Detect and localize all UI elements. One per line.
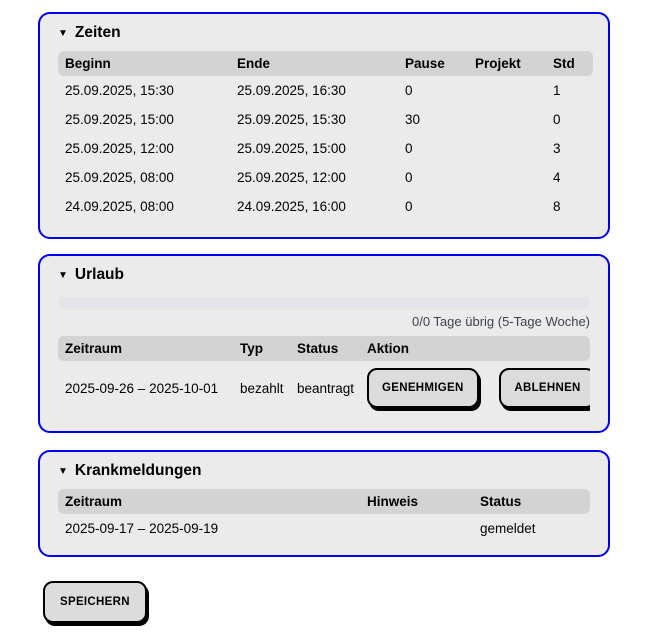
section-zeiten-title: Zeiten <box>74 24 121 41</box>
cell-pause: 30 <box>405 112 421 127</box>
zeiten-row <box>58 105 593 134</box>
cell-projekt <box>468 105 546 134</box>
zeiten-header-row <box>58 51 593 76</box>
cell-std: 4 <box>553 170 561 185</box>
vacation-remaining-caption: 0/0 Tage übrig (5-Tage Woche) <box>411 314 590 329</box>
column-header-projekt: Projekt <box>468 51 546 76</box>
section-zeiten-summary[interactable] <box>58 22 590 51</box>
krankmeldungen-table <box>58 489 590 543</box>
cell-beginn: 25.09.2025, 12:00 <box>65 141 174 156</box>
column-header-typ: Typ <box>233 336 290 361</box>
save-button[interactable]: SPEICHERN <box>43 581 147 623</box>
cell-pause: 0 <box>405 83 413 98</box>
section-urlaub-summary[interactable] <box>58 264 590 293</box>
column-header-zeitraum: Zeitraum <box>58 489 360 514</box>
collapse-triangle-icon: ▼ <box>58 28 68 39</box>
zeiten-row <box>58 192 593 221</box>
cell-projekt <box>468 76 546 105</box>
column-header-status: Status <box>290 336 360 361</box>
section-urlaub <box>38 254 610 433</box>
collapse-triangle-icon: ▼ <box>58 466 68 477</box>
cell-ende: 25.09.2025, 15:30 <box>237 112 346 127</box>
zeiten-row <box>58 76 593 105</box>
cell-zeitraum: 2025-09-26 – 2025-10-01 <box>65 380 219 396</box>
cell-std: 8 <box>553 199 561 214</box>
cell-std: 0 <box>553 112 561 127</box>
urlaub-row <box>58 361 590 415</box>
cell-ende: 25.09.2025, 12:00 <box>237 170 346 185</box>
cell-status: gemeldet <box>480 521 536 536</box>
cell-beginn: 24.09.2025, 08:00 <box>65 199 174 214</box>
column-header-status: Status <box>473 489 590 514</box>
urlaub-header-row <box>58 336 590 361</box>
column-header-zeitraum: Zeitraum <box>58 336 233 361</box>
section-zeiten <box>38 12 610 239</box>
cell-std: 3 <box>553 141 561 156</box>
cell-pause: 0 <box>405 170 413 185</box>
column-header-hinweis: Hinweis <box>360 489 473 514</box>
zeiten-row <box>58 134 593 163</box>
zeiten-table <box>58 51 593 221</box>
cell-beginn: 25.09.2025, 08:00 <box>65 170 174 185</box>
column-header-beginn: Beginn <box>58 51 230 76</box>
section-urlaub-title: Urlaub <box>74 266 124 283</box>
column-header-ende: Ende <box>230 51 398 76</box>
section-krankmeldungen-title: Krankmeldungen <box>74 462 202 479</box>
cell-ende: 24.09.2025, 16:00 <box>237 199 346 214</box>
vacation-progress-track <box>58 297 590 309</box>
cell-projekt <box>468 163 546 192</box>
cell-projekt <box>468 192 546 221</box>
krankmeldungen-header-row <box>58 489 590 514</box>
cell-zeitraum: 2025-09-17 – 2025-09-19 <box>65 521 219 536</box>
approve-button[interactable]: GENEHMIGEN <box>367 368 479 408</box>
collapse-triangle-icon: ▼ <box>58 270 68 281</box>
column-header-pause: Pause <box>398 51 468 76</box>
cell-pause: 0 <box>405 141 413 156</box>
cell-status: beantragt <box>297 380 355 396</box>
urlaub-table <box>58 336 590 415</box>
cell-beginn: 25.09.2025, 15:00 <box>65 112 174 127</box>
cell-projekt <box>468 134 546 163</box>
section-krankmeldungen <box>38 450 610 557</box>
column-header-aktion: Aktion <box>360 336 590 361</box>
cell-ende: 25.09.2025, 15:00 <box>237 141 346 156</box>
cell-aktion <box>360 361 590 415</box>
cell-pause: 0 <box>405 199 413 214</box>
zeiten-row <box>58 163 593 192</box>
section-krankmeldungen-summary[interactable] <box>58 460 590 489</box>
cell-typ: bezahlt <box>240 380 284 396</box>
krankmeldungen-row <box>58 514 590 543</box>
cell-beginn: 25.09.2025, 15:30 <box>65 83 174 98</box>
column-header-std: Std <box>546 51 593 76</box>
cell-ende: 25.09.2025, 16:30 <box>237 83 346 98</box>
cell-std: 1 <box>553 83 561 98</box>
cell-hinweis <box>360 514 473 543</box>
reject-button[interactable]: ABLEHNEN <box>499 368 590 408</box>
